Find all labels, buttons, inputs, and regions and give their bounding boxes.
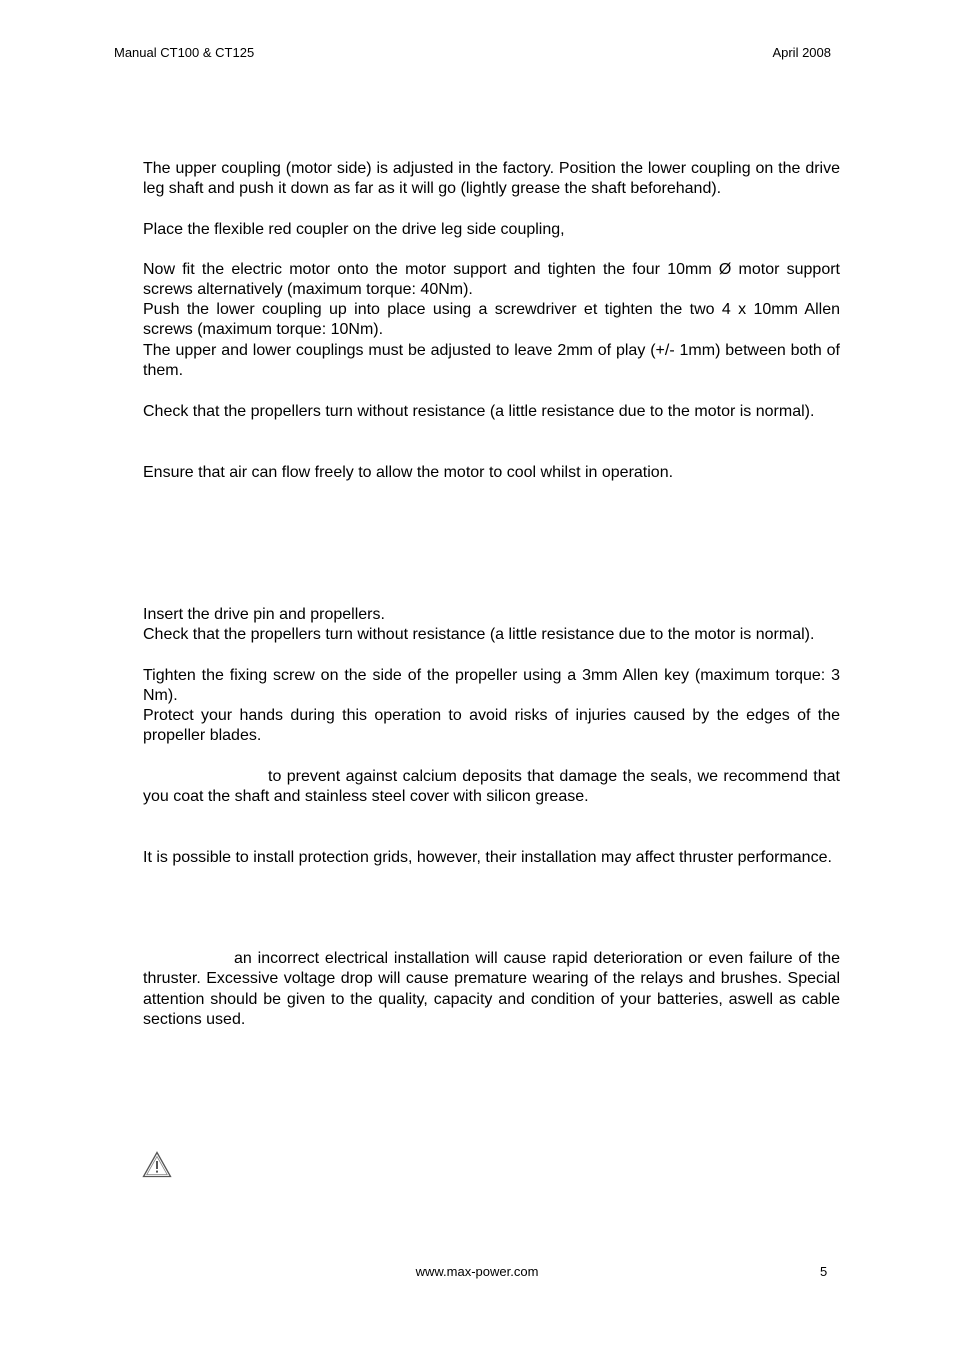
paragraph-drive-pin: Insert the drive pin and propellers. [143,606,385,623]
footer-website: www.max-power.com [415,1264,539,1279]
paragraph-upper-coupling: The upper coupling (motor side) is adjusted in the factory. Position the lower coupling on the drive leg shaft and push it down as far as it will go (lightly grease the shaft beforehand). [143,160,840,198]
paragraph-air-flow: Ensure that air can flow freely to allow the motor to cool whilst in operation. [143,464,674,481]
paragraph-protection-grids: It is possible to install protection grids, however, their installation may affect thruster performance. [143,849,832,866]
paragraph-check-propellers: Check that the propellers turn without resistance (a little resistance due to the motor is normal). [143,403,815,420]
paragraph-play: The upper and lower couplings must be adjusted to leave 2mm of play (+/- 1mm) between both of them. [143,342,840,380]
paragraph-red-coupler: Place the flexible red coupler on the drive leg side coupling, [143,221,565,238]
paragraph-protect-hands: Protect your hands during this operation to avoid risks of injuries caused by the edges of the propeller blades. [143,707,840,745]
header-title: Manual CT100 & CT125 [114,45,255,60]
warning-triangle-icon [142,1151,172,1178]
paragraph-calcium: to prevent against calcium deposits that damage the seals, we recommend that you coat the shaft and stainless steel cover with silicon grease. [143,768,840,806]
paragraph-electrical: an incorrect electrical installation will cause rapid deterioration or even failure of the thruster. Excessive voltage drop will cause premature wearing of the relays and brushes. Special attention should be given to the quality, capacity and condition of your batteries, aswell as cable sections used. [143,950,840,1028]
paragraph-check-propellers-2: Check that the propellers turn without resistance (a little resistance due to the motor is normal). [143,626,815,643]
page-number: 5 [820,1264,828,1279]
paragraph-push-coupling: Push the lower coupling up into place using a screwdriver et tighten the two 4 x 10mm Allen screws (maximum torque: 10Nm). [143,301,840,339]
paragraph-fixing-screw: Tighten the fixing screw on the side of the propeller using a 3mm Allen key (maximum torque: 3 Nm). [143,667,840,705]
paragraph-fit-motor: Now fit the electric motor onto the motor support and tighten the four 10mm Ø motor support screws alternatively (maximum torque: 40Nm). [143,261,840,299]
header-date: April 2008 [772,45,831,60]
